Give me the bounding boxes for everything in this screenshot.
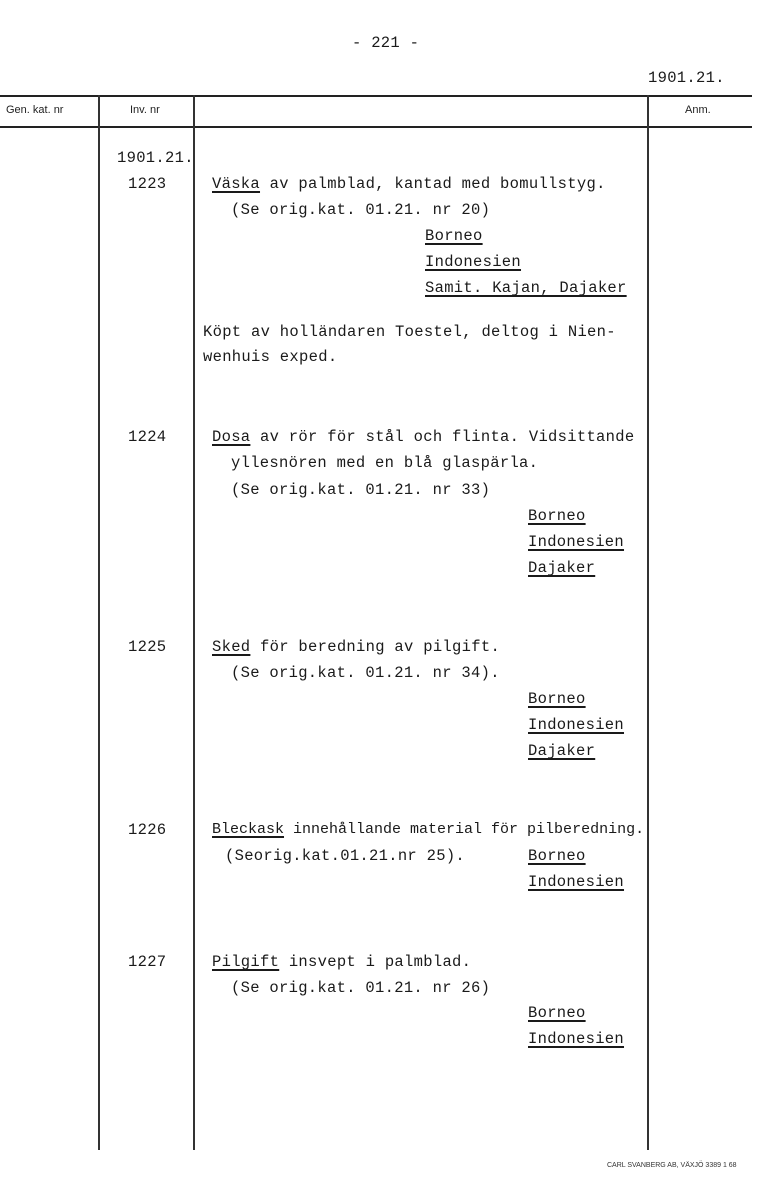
tag-region: Borneo [528,847,586,865]
column-header-anm: Anm. [685,104,711,116]
tag-country: Indonesien [528,716,625,734]
column-divider-inv-desc [193,95,195,1150]
description-text: innehållande material för pilberedning. [284,821,645,838]
tag-country: Indonesien [528,873,625,891]
inv-number: 1227 [128,953,167,971]
note-text: wenhuis exped. [203,348,338,366]
header-bottom-rule [0,126,752,128]
object-name: Väska [212,175,261,193]
page-number: - 221 - [352,34,420,52]
printer-mark: CARL SVANBERG AB, VÄXJÖ 3389 1 68 [607,1162,737,1169]
column-header-inv-nr: Inv. nr [130,104,160,116]
entry-description [212,428,634,446]
column-divider-desc-anm [647,95,649,1150]
tag-region: Borneo [528,690,586,708]
object-name: Sked [212,638,251,656]
inv-number: 1225 [128,638,167,656]
tag-region: Borneo [528,507,586,525]
object-name: Bleckask [212,821,285,838]
tag-region: Borneo [425,227,483,245]
catalog-reference: (Se orig.kat. 01.21. nr 20) [231,201,491,219]
catalog-reference: (Se orig.kat. 01.21. nr 34). [231,664,500,682]
entry-description [212,175,606,193]
entry-description [212,638,500,656]
column-divider-gen-inv [98,95,100,1150]
description-text: insvept i palmblad. [279,953,472,971]
tag-country: Indonesien [425,253,522,271]
object-name: Dosa [212,428,251,446]
entry-description [212,953,471,971]
description-text: yllesnören med en blå glaspärla. [231,454,539,472]
tag-region: Borneo [528,1004,586,1022]
catalog-header: 1901.21. [648,69,725,87]
description-text: av rör för stål och flinta. Vidsittande [250,428,635,446]
column-header-gen-kat-nr: Gen. kat. nr [6,104,64,116]
note-text: Köpt av holländaren Toestel, deltog i Nien- [203,323,616,341]
inv-number: 1226 [128,821,167,839]
catalog-reference: (Se orig.kat. 01.21. nr 26) [231,979,491,997]
inv-number: 1224 [128,428,167,446]
section-label: 1901.21. [117,149,194,167]
object-name: Pilgift [212,953,280,971]
tag-people: Dajaker [528,559,596,577]
tag-people: Samit. Kajan, Dajaker [425,279,627,297]
tag-people: Dajaker [528,742,596,760]
tag-country: Indonesien [528,1030,625,1048]
header-top-rule [0,95,752,97]
entry-description [212,821,644,838]
tag-country: Indonesien [528,533,625,551]
inv-number: 1223 [128,175,167,193]
catalog-reference: (Seorig.kat.01.21.nr 25). [225,847,466,865]
description-text: för beredning av pilgift. [250,638,501,656]
description-text: av palmblad, kantad med bomullstyg. [260,175,606,193]
catalog-reference: (Se orig.kat. 01.21. nr 33) [231,481,491,499]
